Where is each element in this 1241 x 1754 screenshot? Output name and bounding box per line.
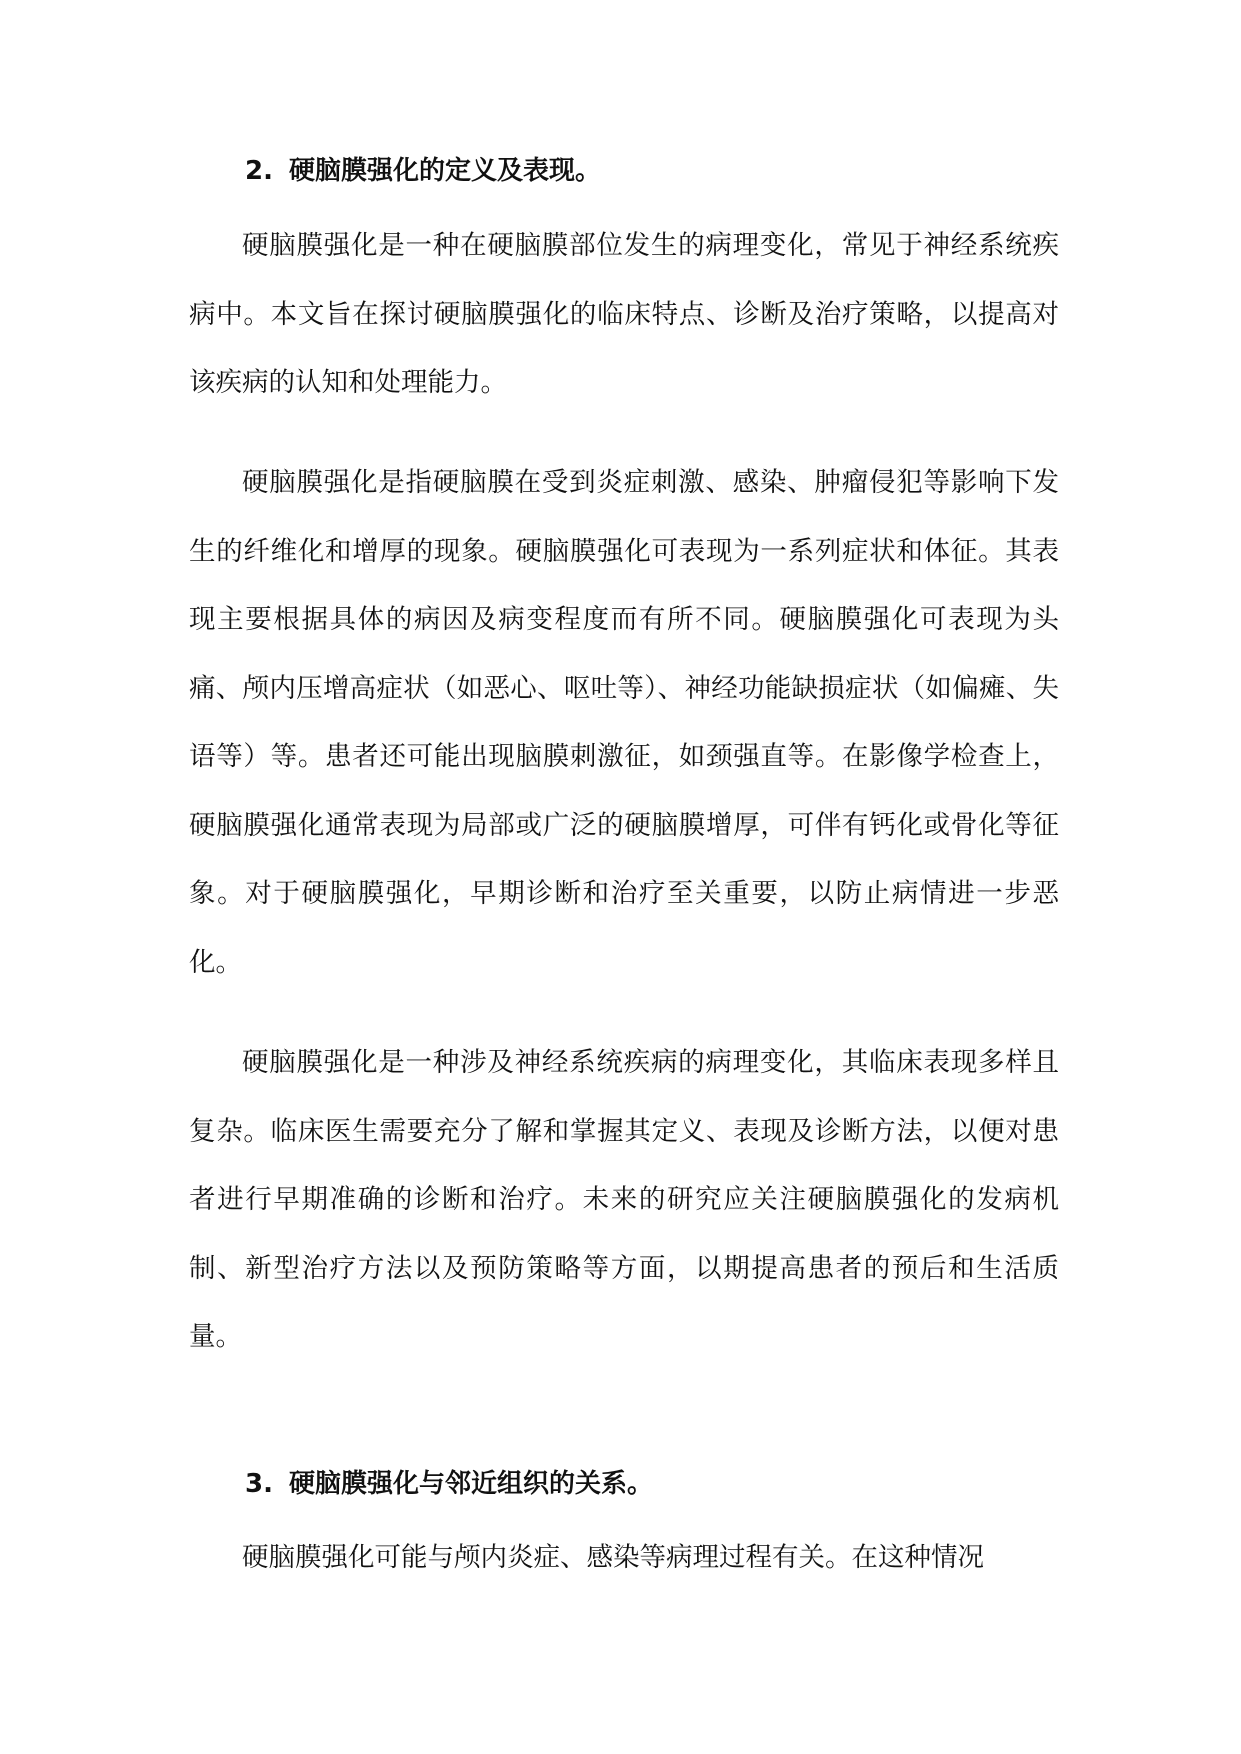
section-title: 硬脑膜强化的定义及表现。 [289, 156, 602, 186]
paragraph: 硬脑膜强化可能与颅内炎症、感染等病理过程有关。在这种情况 [242, 1542, 984, 1573]
section-number: 2. [245, 156, 273, 186]
paragraph: 硬脑膜强化是一种涉及神经系统疾病的病理变化，其临床表现多样且复杂。临床医生需要充分了解和掌握其定义、表现及诊断方法，以便对患者进行早期准确的诊断和治疗。未来的研究应关注硬脑膜强化的发病机制、新型治疗方法以及预防策略等方面，以期提高患者的预后和生活质量。 [189, 1047, 1059, 1352]
section-heading-2 [245, 151, 1045, 191]
section-number: 3. [245, 1469, 273, 1499]
paragraph: 硬脑膜强化是一种在硬脑膜部位发生的病理变化，常见于神经系统疾病中。本文旨在探讨硬脑膜强化的临床特点、诊断及治疗策略，以提高对该疾病的认知和处理能力。 [189, 230, 1059, 398]
paragraph: 硬脑膜强化是指硬脑膜在受到炎症刺激、感染、肿瘤侵犯等影响下发生的纤维化和增厚的现象。硬脑膜强化可表现为一系列症状和体征。其表现主要根据具体的病因及病变程度而有所不同。硬脑膜强化可表现为头痛、颅内压增高症状（如恶心、呕吐等）、神经功能缺损症状（如偏瘫、失语等）等。患者还可能出现脑膜刺激征，如颈强直等。在影像学检查上，硬脑膜强化通常表现为局部或广泛的硬脑膜增厚，可伴有钙化或骨化等征象。对于硬脑膜强化，早期诊断和治疗至关重要，以防止病情进一步恶化。 [189, 467, 1059, 978]
section-heading-3 [245, 1464, 1045, 1504]
section-title: 硬脑膜强化与邻近组织的关系。 [289, 1469, 654, 1499]
